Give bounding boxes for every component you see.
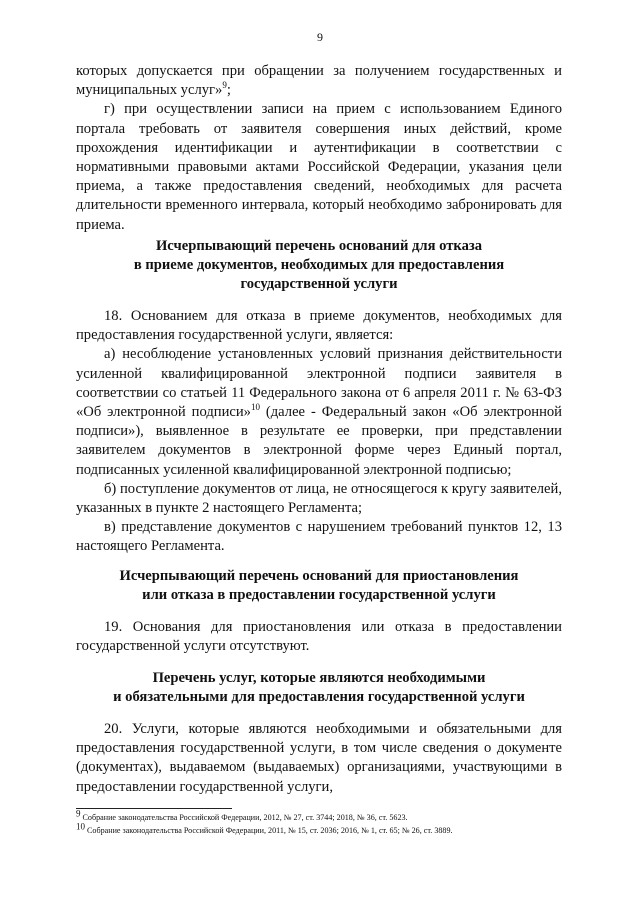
paragraph-19: 19. Основания для приостановления или отказа в предоставлении государственной услуги отсутствуют. — [76, 619, 562, 655]
footnote-ref: 9 — [222, 80, 227, 91]
heading-line: Исчерпывающий перечень оснований для отказа — [155, 238, 483, 254]
paragraph-text: которых допускается при обращении за получением государственных и муниципальных услуг» — [76, 63, 562, 99]
section-heading-suspension — [76, 567, 562, 605]
footnote-9 — [76, 808, 562, 823]
footnote-text: Собрание законодательства Российской Федерации, 2012, № 27, ст. 3744; 2018, № 36, ст. 5623. — [82, 813, 408, 822]
heading-line: в приеме документов, необходимых для предоставления — [133, 257, 505, 274]
heading-line: или отказа в предоставлении государственной услуги — [142, 587, 496, 604]
section-heading-refusal-acceptance — [76, 237, 562, 295]
footnote-number: 9 — [76, 808, 81, 819]
paragraph-item-v: в) представление документов с нарушением требований пунктов 12, 13 настоящего Регламента. — [76, 519, 562, 555]
text-block-intro — [76, 62, 562, 235]
page-number: 9 — [317, 30, 323, 44]
section-heading-required-services — [76, 669, 562, 707]
paragraph-item-a — [76, 345, 562, 479]
section-19 — [76, 618, 562, 656]
heading-line: Исчерпывающий перечень оснований для приостановления — [119, 568, 519, 584]
paragraph-item-b: б) поступление документов от лица, не относящегося к кругу заявителей, указанных в пункте 2 настоящего Регламента; — [76, 480, 562, 517]
heading-line: и обязательными для предоставления государственной услуги — [113, 689, 525, 706]
footnote-divider — [76, 808, 232, 809]
paragraph-20: 20. Услуги, которые являются необходимыми и обязательными для предоставления государственной услуги, в том числе сведения о документе (документах), выдаваемом (выдаваемых) организациями, участвующими в предоставлении государственной услуги, — [76, 721, 562, 795]
paragraph-continuation — [76, 62, 562, 100]
section-20 — [76, 720, 562, 797]
paragraph-punct: ; — [226, 82, 231, 99]
paragraph-18: 18. Основанием для отказа в приеме документов, необходимых для предоставления государственной услуги, является: — [76, 308, 562, 344]
paragraph-text: (далее - Федеральный закон «Об электронной подписи»), выявленное в результате ее проверки, при представлении заявителем документов в электронной форме через Единый портал, подписанных усиленной квалифицированной электронной подписью; — [76, 404, 562, 478]
footnote-10 — [76, 821, 562, 836]
footnote-ref: 10 — [250, 402, 260, 413]
paragraph-item-g: г) при осуществлении записи на прием с использованием Единого портала требовать от заявителя совершения иных действий, кроме прохождения идентификации и аутентификации в соответствии с нормативными правовыми актами Российской Федерации, указания цели приема, а также предоставления сведений, необходимых для расчета длительности временного интервала, который необходимо забронировать для приема. — [76, 101, 562, 233]
heading-line: государственной услуги — [240, 276, 398, 293]
heading-line: Перечень услуг, которые являются необходимыми — [152, 670, 486, 686]
paragraph-text: а) несоблюдение установленных условий признания действительности усиленной квалифицированной электронной подписи заявителя в соответствии со статьей 11 Федерального закона от 6 апреля 2011 г. № 63-ФЗ «Об электронной подписи» — [76, 346, 562, 421]
footnote-number: 10 — [76, 821, 85, 832]
footnote-text: Собрание законодательства Российской Федерации, 2011, № 15, ст. 2036; 2016, № 1, ст. 65; № 26, ст. 3889. — [87, 826, 453, 835]
section-18 — [76, 307, 562, 557]
